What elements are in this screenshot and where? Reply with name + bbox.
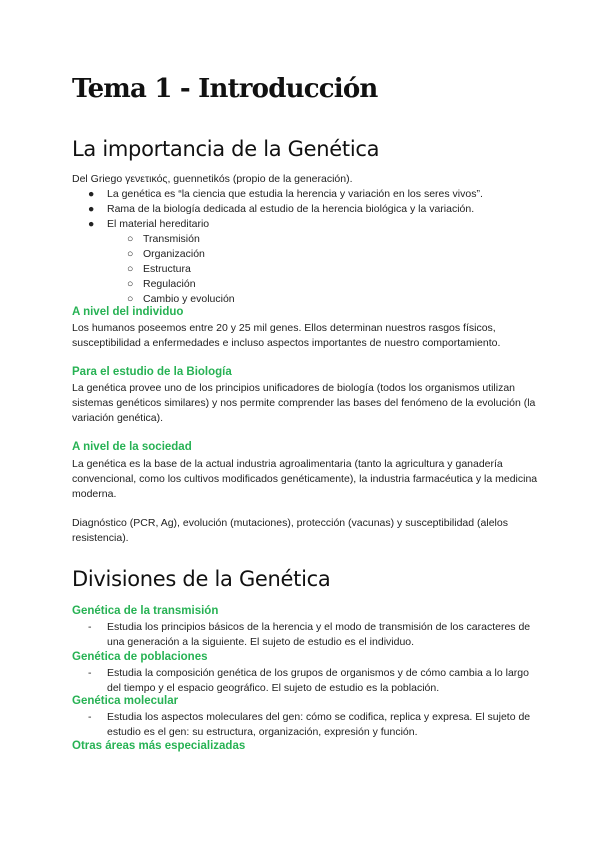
dash-list-poblaciones [88, 666, 538, 696]
paragraph-sociedad: La genética es la base de la actual industria agroalimentaria (tanto la agricultura y ganadería convencional, como los cultivos modificados genéticamente), la industria farmacéutica y la medicina moderna. [72, 458, 538, 500]
sub-bullet-marker: ○ [127, 263, 134, 275]
intro-paragraph: Del Griego γενετικός, guennetikós (propio de la generación). [72, 173, 353, 185]
sub-list-item: ○ Transmisión [127, 233, 200, 245]
subheading-molecular: Genética molecular [72, 695, 179, 707]
dash-marker: - [88, 621, 92, 633]
bullet-marker: ● [88, 203, 95, 215]
subheading-otras: Otras áreas más especializadas [72, 740, 246, 752]
paragraph-individuo: Los humanos poseemos entre 20 y 25 mil genes. Ellos determinan nuestros rasgos físicos, susceptibilidad a enfermedades e incluso aspectos importantes de nuestro comportamiento. [72, 322, 501, 349]
bullet-marker: ● [88, 218, 95, 230]
dash-marker: - [88, 667, 92, 679]
subheading-transmision: Genética de la transmisión [72, 605, 219, 617]
sub-bullet-list [107, 232, 538, 307]
sub-bullet-marker: ○ [127, 248, 134, 260]
sub-bullet-marker: ○ [127, 233, 134, 245]
list-item: ● El material hereditario ○ Transmisión ○ Organización ○ Estructura ○ Regulación ○ Cambio y evolución [88, 217, 538, 307]
dash-list-transmision [88, 620, 538, 650]
section-heading-importancia: La importancia de la Genética [72, 137, 380, 161]
section-heading-divisiones: Divisiones de la Genética [72, 567, 331, 591]
paragraph-biologia: La genética provee uno de los principios unificadores de biología (todos los organismos utilizan sistemas genéticos similares) y nos permite comprender las bases del fenómeno de la evolución (la variación genética). [72, 382, 536, 424]
subheading-biologia: Para el estudio de la Biología [72, 366, 232, 378]
sub-list-item: ○ Regulación [127, 278, 196, 290]
list-item: - Estudia la composición genética de los grupos de organismos y de cómo cambia a lo largo del tiempo y el espacio geográfico. El sujeto de estudio es la población. [88, 667, 529, 694]
paragraph-diagnostico: Diagnóstico (PCR, Ag), evolución (mutaciones), protección (vacunas) y susceptibilidad (alelos resistencia). [72, 517, 508, 544]
sub-bullet-marker: ○ [127, 278, 134, 290]
list-item: - Estudia los aspectos moleculares del gen: cómo se codifica, replica y expresa. El sujeto de estudio es el gen: su estructura, organización, expresión y función. [88, 711, 531, 738]
subheading-sociedad: A nivel de la sociedad [72, 441, 192, 453]
bullet-marker: ● [88, 188, 95, 200]
list-item: - Estudia los principios básicos de la herencia y el modo de transmisión de los caracteres de una generación a la siguiente. El sujeto de estudio es el individuo. [88, 621, 531, 648]
sub-list-item: ○ Organización [127, 248, 205, 260]
list-item: ● La genética es “la ciencia que estudia la herencia y variación en los seres vivos”. [88, 188, 483, 200]
dash-marker: - [88, 711, 92, 723]
sub-bullet-marker: ○ [127, 293, 134, 305]
subheading-individuo: A nivel del individuo [72, 306, 184, 318]
page-title: Tema 1 - Introducción [72, 74, 378, 104]
dash-list-molecular [88, 710, 538, 740]
subheading-poblaciones: Genética de poblaciones [72, 651, 208, 663]
bullet-list [88, 187, 538, 307]
list-item: ● Rama de la biología dedicada al estudio de la herencia biológica y la variación. [88, 203, 475, 215]
sub-list-item: ○ Cambio y evolución [127, 293, 235, 305]
sub-list-item: ○ Estructura [127, 263, 191, 275]
